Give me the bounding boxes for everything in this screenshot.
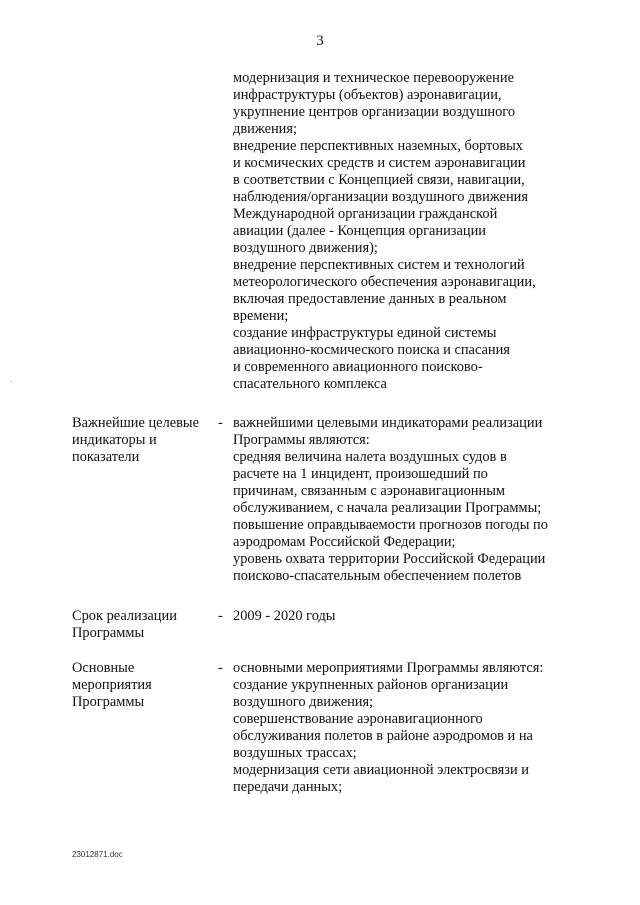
intro-line: укрупнение центров организации воздушного — [233, 104, 516, 120]
intro-line: создание инфраструктуры единой системы — [233, 325, 497, 341]
section-text-line: средняя величина налета воздушных судов в — [233, 449, 507, 465]
scan-speck — [11, 381, 12, 382]
section-label: показатели — [72, 449, 140, 465]
section-text-line: важнейшими целевыми индикаторами реализации — [233, 415, 543, 431]
section-text-line: передачи данных; — [233, 779, 343, 795]
intro-line: наблюдения/организации воздушного движения — [233, 189, 528, 205]
section-label: мероприятия — [72, 677, 152, 693]
section-text-line: создание укрупненных районов организации — [233, 677, 509, 693]
section-dash: - — [218, 415, 223, 431]
intro-line: внедрение перспективных систем и технологий — [233, 257, 525, 273]
page-number: 3 — [316, 33, 324, 49]
section-text-line: обслуживания полетов в районе аэродромов и на — [233, 728, 533, 744]
section-text-line: поисково-спасательным обеспечением полетов — [233, 568, 522, 584]
intro-line: авиации (далее - Концепция организации — [233, 223, 486, 239]
section-text-line: аэродромам Российской Федерации; — [233, 534, 456, 550]
section-dash: - — [218, 660, 223, 676]
section-text-line: воздушных трассах; — [233, 745, 357, 761]
intro-line: спасательного комплекса — [233, 376, 387, 392]
intro-line: инфраструктуры (объектов) аэронавигации, — [233, 87, 502, 103]
section-text-line: основными мероприятиями Программы являются: — [233, 660, 544, 676]
intro-line: воздушного движения); — [233, 240, 378, 256]
section-text-line: уровень охвата территории Российской Федерации — [233, 551, 546, 567]
section-text-line: совершенствование аэронавигационного — [233, 711, 483, 727]
section-text-line: повышение оправдываемости прогнозов погоды по — [233, 517, 548, 533]
intro-line: и современного авиационного поисково- — [233, 359, 483, 375]
section-text-line: модернизация сети авиационной электросвязи и — [233, 762, 529, 778]
section-text-line: расчете на 1 инцидент, произошедший по — [233, 466, 488, 482]
intro-line: движения; — [233, 121, 297, 137]
document-filename: 23012871.doc — [72, 850, 123, 859]
section-text-line: обслуживанием, с начала реализации Программы; — [233, 500, 542, 516]
section-label: Программы — [72, 694, 145, 710]
intro-line: включая предоставление данных в реальном — [233, 291, 507, 307]
intro-line: времени; — [233, 308, 289, 324]
section-text-line: Программы являются: — [233, 432, 370, 448]
intro-line: метеорологического обеспечения аэронавигации, — [233, 274, 536, 290]
section-label: Основные — [72, 660, 135, 676]
section-label: индикаторы и — [72, 432, 157, 448]
section-text-line: воздушного движения; — [233, 694, 374, 710]
section-label: Важнейшие целевые — [72, 415, 199, 431]
section-text-line: причинам, связанным с аэронавигационным — [233, 483, 505, 499]
intro-line: Международной организации гражданской — [233, 206, 498, 222]
intro-line: внедрение перспективных наземных, бортовых — [233, 138, 523, 154]
section-text-line: 2009 - 2020 годы — [233, 608, 336, 624]
intro-line: авиационно-космического поиска и спасания — [233, 342, 510, 358]
section-dash: - — [218, 608, 223, 624]
intro-line: в соответствии с Концепцией связи, навигации, — [233, 172, 525, 188]
section-label: Программы — [72, 625, 145, 641]
intro-line: модернизация и техническое перевооружение — [233, 70, 514, 86]
section-label: Срок реализации — [72, 608, 177, 624]
intro-line: и космических средств и систем аэронавигации — [233, 155, 526, 171]
